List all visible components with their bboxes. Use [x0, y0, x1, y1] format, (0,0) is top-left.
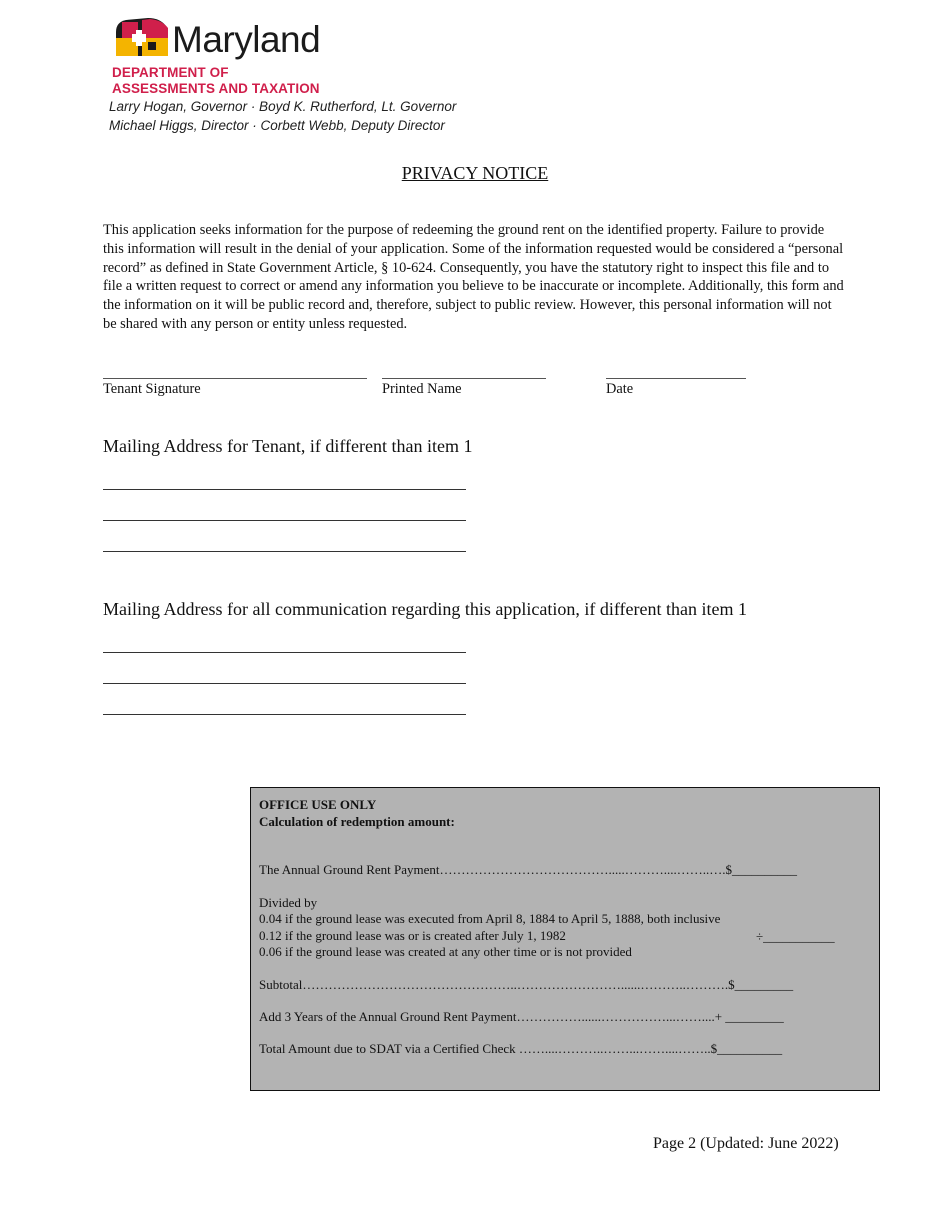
tenant-address-line-2[interactable] — [103, 520, 466, 521]
printed-name-line[interactable] — [382, 378, 546, 379]
annual-payment-row[interactable]: The Annual Ground Rent Payment………………………………….....………....……..….$__________ — [259, 862, 798, 877]
date-line[interactable] — [606, 378, 746, 379]
rate-option-3: 0.06 if the ground lease was created at any other time or is not provided — [259, 944, 632, 959]
total-due-row[interactable]: Total Amount due to SDAT via a Certified Check ……....………..……...……....……..$__________ — [259, 1041, 783, 1056]
tenant-signature-label: Tenant Signature — [103, 381, 201, 397]
rate-option-1: 0.04 if the ground lease was executed from April 8, 1884 to April 5, 1888, both inclusive — [259, 911, 721, 926]
divided-by-label: Divided by — [259, 895, 318, 910]
department-line-2: ASSESSMENTS AND TAXATION — [112, 81, 320, 96]
communication-mailing-heading: Mailing Address for all communication regarding this application, if different than item 1 — [103, 599, 748, 619]
officials-line-1: Larry Hogan, Governor · Boyd K. Rutherford, Lt. Governor — [109, 99, 457, 114]
date-label: Date — [606, 381, 634, 397]
privacy-notice-body: This application seeks information for the purpose of redeeming the ground rent on the identified property. Failure to provide this information will result in the denial of your application. Some of the information requested would be considered a “personal record” as defined in State Government Article, § 10-624. Consequently, you have the statutory right to inspect this file and to file a written request to correct or amend any information you believe to be inaccurate or incomplete. Additionally, this form and the information on it will be public record and, therefore, subject to public review. However, this personal information will not be shared with any person or entity unless requested. — [103, 222, 844, 332]
agency-logo — [109, 14, 472, 136]
rate-option-2: 0.12 if the ground lease was or is created after July 1, 1982 — [259, 928, 566, 943]
add-three-years-row[interactable]: Add 3 Years of the Annual Ground Rent Payment……………......……………...……....+ _________ — [259, 1009, 784, 1024]
page-footer: Page 2 (Updated: June 2022) — [653, 1135, 839, 1152]
office-use-box — [250, 787, 880, 1091]
calculation-heading: Calculation of redemption amount: — [259, 814, 455, 829]
communication-address-line-3[interactable] — [103, 714, 466, 715]
tenant-address-line-1[interactable] — [103, 489, 466, 490]
brand-name: Maryland — [172, 19, 321, 60]
department-name — [112, 65, 320, 97]
page-title: PRIVACY NOTICE — [401, 163, 549, 183]
printed-name-label: Printed Name — [382, 381, 462, 397]
tenant-address-line-3[interactable] — [103, 551, 466, 552]
communication-address-line-2[interactable] — [103, 683, 466, 684]
maryland-flag-icon — [112, 16, 170, 60]
divisor-field[interactable]: ÷___________ — [756, 929, 835, 944]
communication-address-line-1[interactable] — [103, 652, 466, 653]
officials-line-2: Michael Higgs, Director · Corbett Webb, Deputy Director — [109, 118, 445, 133]
department-line-1: DEPARTMENT OF — [112, 65, 229, 80]
tenant-mailing-heading: Mailing Address for Tenant, if different than item 1 — [103, 436, 473, 456]
tenant-signature-line[interactable] — [103, 378, 367, 379]
subtotal-row[interactable]: Subtotal…………………………………………..……………………......………..……….$_________ — [259, 977, 794, 992]
office-use-heading: OFFICE USE ONLY — [259, 797, 377, 812]
